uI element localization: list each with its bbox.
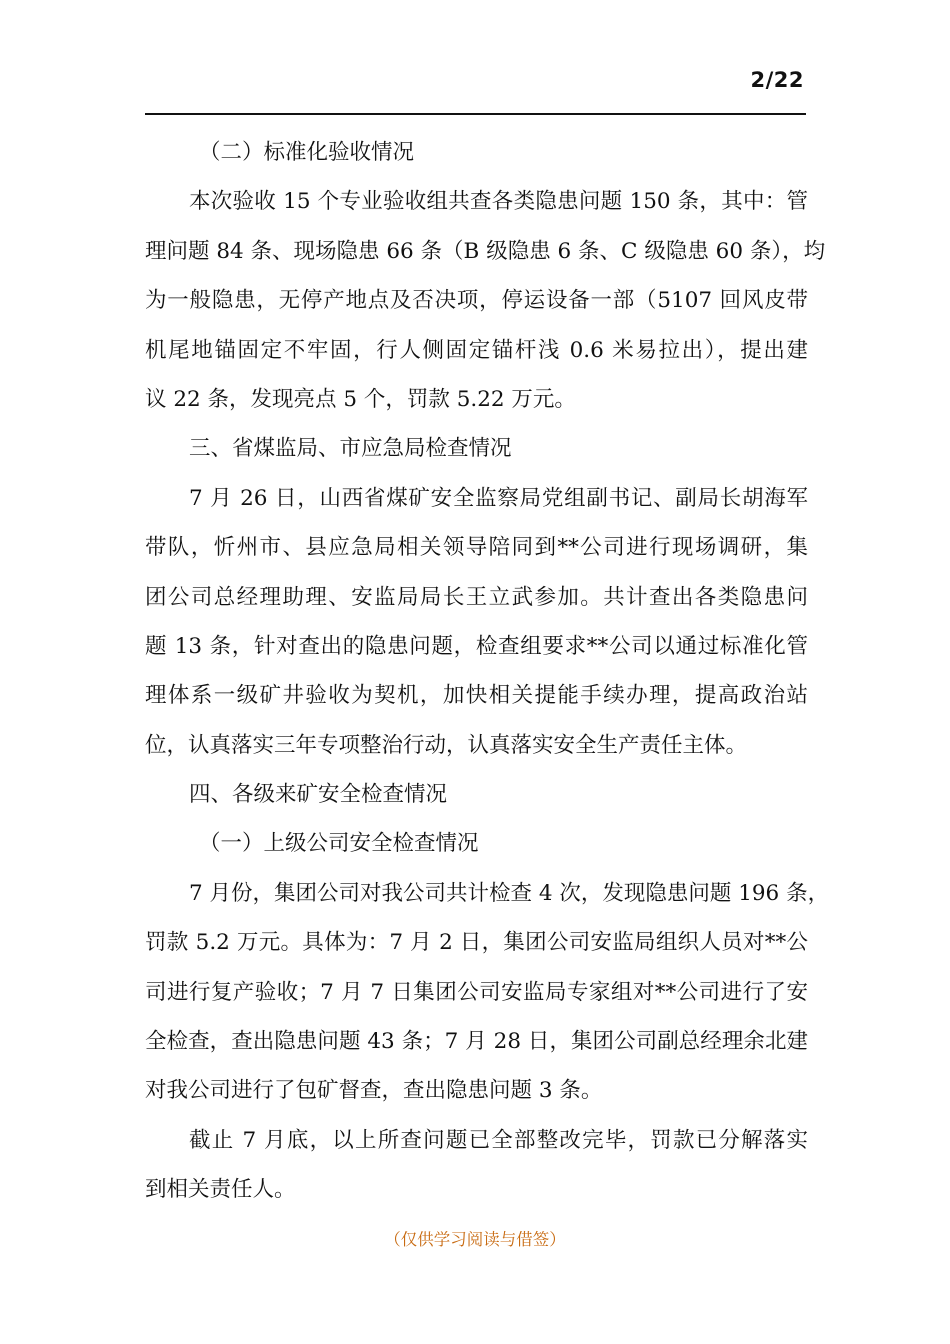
page-number: 2/22 <box>750 68 804 92</box>
paragraph-line: 司进行复产验收；7 月 7 日集团公司安监局专家组对**公司进行了安 <box>145 979 808 1005</box>
paragraph-line: 全检查，查出隐患问题 43 条；7 月 28 日，集团公司副总经理余北建 <box>145 1029 808 1055</box>
paragraph-line: 位，认真落实三年专项整治行动，认真落实安全生产责任主体。 <box>145 732 748 758</box>
paragraph-line: 到相关责任人。 <box>145 1177 296 1203</box>
paragraph-line: 带队，忻州市、县应急局相关领导陪同到**公司进行现场调研，集 <box>145 535 808 561</box>
section-heading-safety-inspections: 四、各级来矿安全检查情况 <box>189 782 448 808</box>
paragraph-line: 对我公司进行了包矿督查，查出隐患问题 3 条。 <box>145 1078 603 1104</box>
section-heading-superior-company: （一）上级公司安全检查情况 <box>199 831 479 857</box>
footer-note: （仅供学习阅读与借签） <box>384 1230 566 1249</box>
paragraph-line: 为一般隐患，无停产地点及否决项，停运设备一部（5107 回风皮带 <box>145 288 808 314</box>
paragraph-line: 罚款 5.2 万元。具体为：7 月 2 日，集团公司安监局组织人员对**公 <box>145 930 808 956</box>
paragraph-line: 议 22 条，发现亮点 5 个，罚款 5.22 万元。 <box>145 386 576 412</box>
section-heading-standardization: （二）标准化验收情况 <box>199 140 415 165</box>
paragraph-line: 理问题 84 条、现场隐患 66 条（B 级隐患 6 条、C 级隐患 60 条），均 <box>145 238 826 264</box>
paragraph-line: 7 月份，集团公司对我公司共计检查 4 次，发现隐患问题 196 条， <box>189 880 830 906</box>
paragraph-line: 机尾地锚固定不牢固，行人侧固定锚杆浅 0.6 米易拉出），提出建 <box>145 337 808 363</box>
paragraph-line: 理体系一级矿井验收为契机，加快相关提能手续办理，提高政治站 <box>145 683 808 709</box>
section-heading-provincial-inspection: 三、省煤监局、市应急局检查情况 <box>189 436 512 462</box>
paragraph-line: 题 13 条，针对查出的隐患问题，检查组要求**公司以通过标准化管 <box>145 633 808 659</box>
paragraph-line: 7 月 26 日，山西省煤矿安全监察局党组副书记、副局长胡海军 <box>189 485 808 511</box>
header-rule <box>145 113 806 115</box>
paragraph-line: 截止 7 月底，以上所查问题已全部整改完毕，罚款已分解落实 <box>189 1127 808 1153</box>
document-body <box>145 128 830 1215</box>
paragraph-line: 本次验收 15 个专业验收组共查各类隐患问题 150 条，其中：管 <box>189 189 808 215</box>
paragraph-line: 团公司总经理助理、安监局局长王立武参加。共计查出各类隐患问 <box>145 584 808 610</box>
